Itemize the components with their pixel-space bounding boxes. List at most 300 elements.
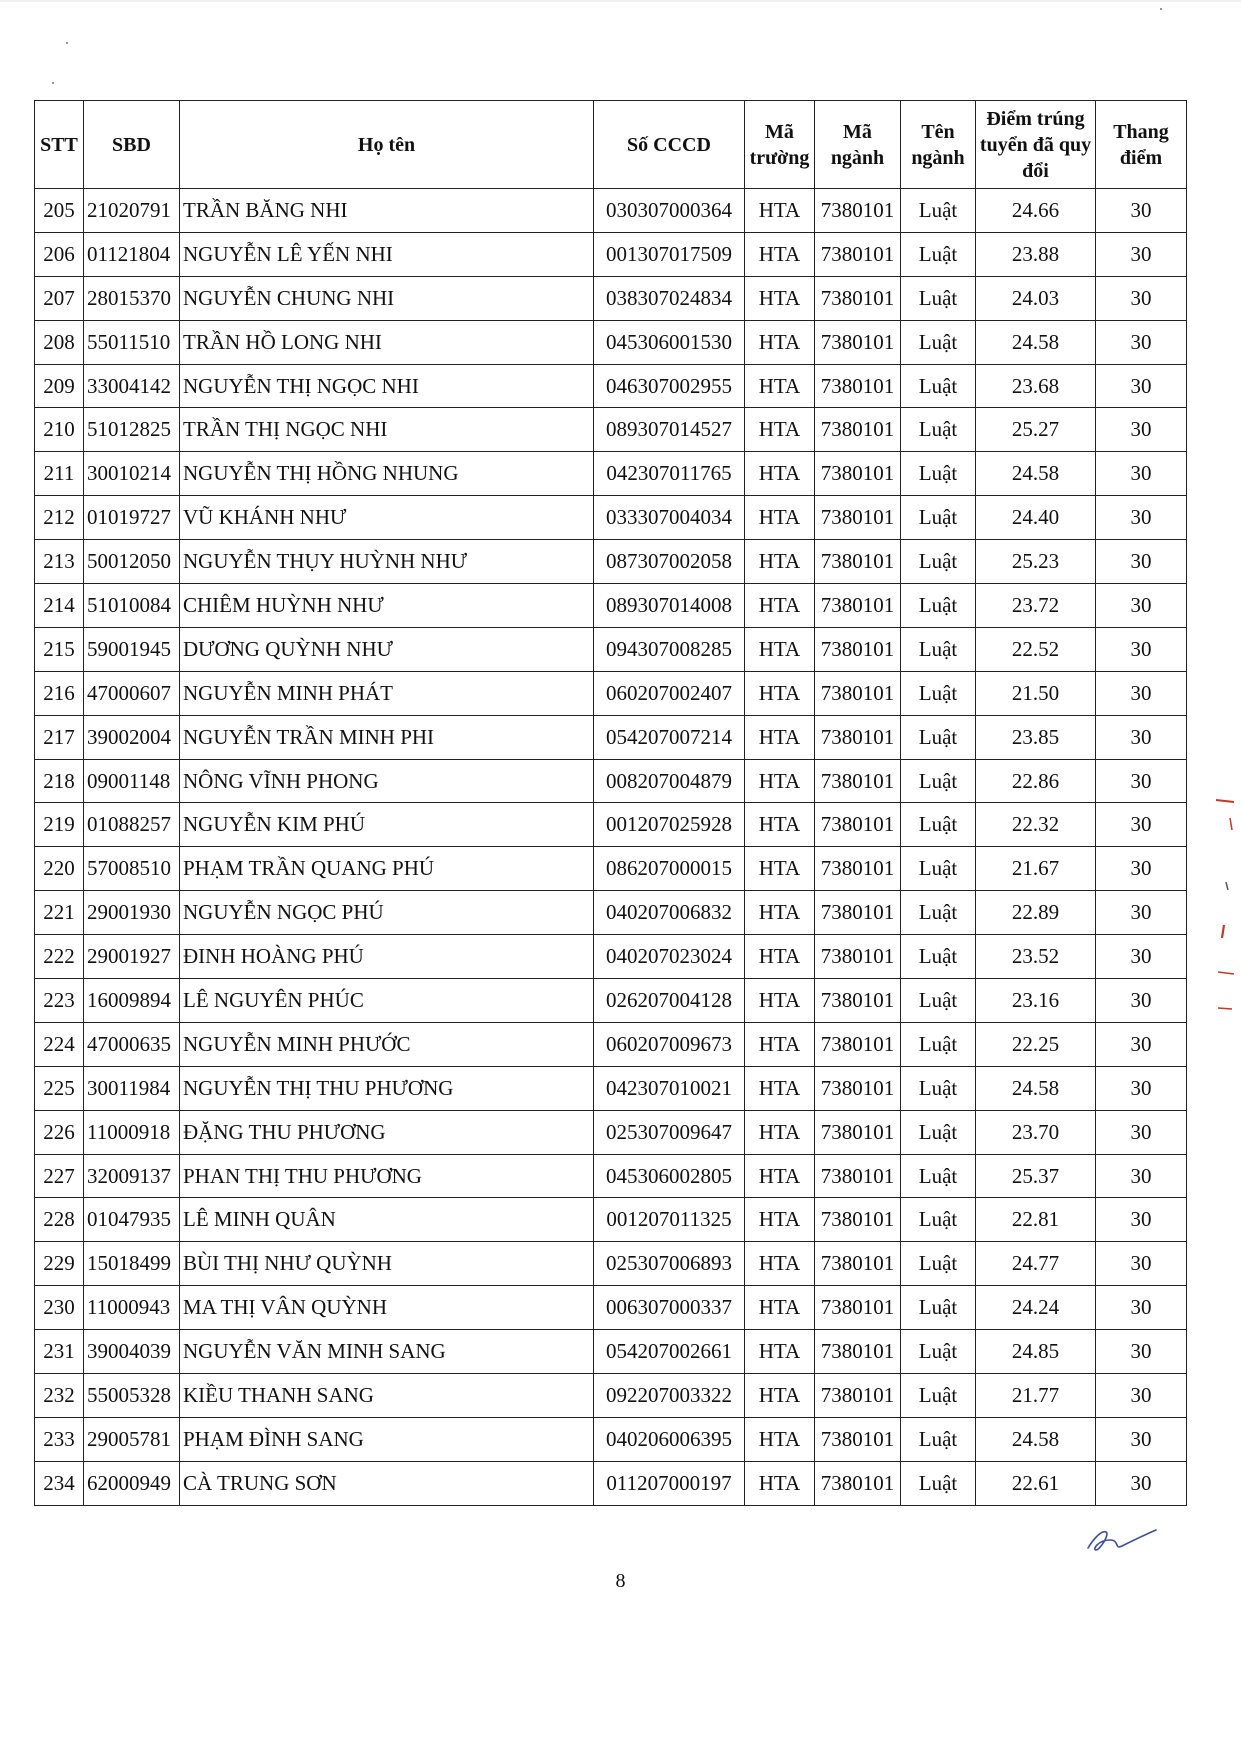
cell-cccd: 001207025928 [594,803,745,847]
cell-school-code: HTA [745,891,815,935]
cell-name: ĐINH HOÀNG PHÚ [180,935,594,979]
table-row [35,584,1187,628]
cell-major-name: Luật [901,496,976,540]
cell-name: NGUYỄN LÊ YẾN NHI [180,232,594,276]
cell-cccd: 045306001530 [594,320,745,364]
cell-major-name: Luật [901,1461,976,1505]
cell-name: NGUYỄN CHUNG NHI [180,276,594,320]
table-row [35,1374,1187,1418]
cell-cccd: 054207007214 [594,715,745,759]
cell-major-name: Luật [901,1374,976,1418]
cell-name: ĐẶNG THU PHƯƠNG [180,1110,594,1154]
cell-name: NGUYỄN THỊ HỒNG NHUNG [180,452,594,496]
cell-major-code: 7380101 [815,276,901,320]
cell-name: LÊ MINH QUÂN [180,1198,594,1242]
cell-major-name: Luật [901,452,976,496]
cell-name: NGUYỄN NGỌC PHÚ [180,891,594,935]
scan-speck [52,82,54,84]
cell-major-code: 7380101 [815,671,901,715]
cell-name: MA THỊ VÂN QUỲNH [180,1286,594,1330]
cell-stt: 222 [35,935,84,979]
cell-school-code: HTA [745,496,815,540]
table-body [35,189,1187,1506]
cell-scale: 30 [1096,1330,1187,1374]
cell-major-name: Luật [901,1066,976,1110]
table-row [35,759,1187,803]
cell-cccd: 040206006395 [594,1417,745,1461]
cell-school-code: HTA [745,1330,815,1374]
table-row [35,452,1187,496]
cell-sbd: 33004142 [84,364,180,408]
cell-major-name: Luật [901,671,976,715]
table-row [35,408,1187,452]
cell-cccd: 040207006832 [594,891,745,935]
cell-score: 22.61 [976,1461,1096,1505]
table-row [35,671,1187,715]
table-row [35,1110,1187,1154]
cell-scale: 30 [1096,232,1187,276]
scan-edge [0,0,1241,2]
cell-major-name: Luật [901,189,976,233]
header-sbd: SBD [84,101,180,189]
cell-scale: 30 [1096,1286,1187,1330]
cell-major-code: 7380101 [815,452,901,496]
cell-major-name: Luật [901,935,976,979]
cell-major-name: Luật [901,715,976,759]
cell-stt: 216 [35,671,84,715]
cell-score: 21.67 [976,847,1096,891]
cell-major-code: 7380101 [815,1461,901,1505]
cell-major-name: Luật [901,1198,976,1242]
cell-major-code: 7380101 [815,232,901,276]
cell-score: 24.40 [976,496,1096,540]
cell-name: PHAN THỊ THU PHƯƠNG [180,1154,594,1198]
cell-scale: 30 [1096,408,1187,452]
table-row [35,1330,1187,1374]
cell-sbd: 62000949 [84,1461,180,1505]
cell-sbd: 28015370 [84,276,180,320]
cell-major-code: 7380101 [815,584,901,628]
cell-sbd: 32009137 [84,1154,180,1198]
cell-school-code: HTA [745,979,815,1023]
cell-stt: 229 [35,1242,84,1286]
table-row [35,891,1187,935]
cell-school-code: HTA [745,1066,815,1110]
cell-scale: 30 [1096,1022,1187,1066]
cell-score: 25.27 [976,408,1096,452]
cell-cccd: 086207000015 [594,847,745,891]
cell-major-code: 7380101 [815,1066,901,1110]
cell-school-code: HTA [745,232,815,276]
cell-stt: 224 [35,1022,84,1066]
header-school-code: Mã trường [745,101,815,189]
cell-sbd: 51012825 [84,408,180,452]
cell-sbd: 09001148 [84,759,180,803]
cell-stt: 230 [35,1286,84,1330]
cell-cccd: 092207003322 [594,1374,745,1418]
cell-stt: 225 [35,1066,84,1110]
cell-school-code: HTA [745,540,815,584]
cell-scale: 30 [1096,584,1187,628]
table-row [35,320,1187,364]
cell-cccd: 030307000364 [594,189,745,233]
table-row [35,364,1187,408]
cell-school-code: HTA [745,276,815,320]
cell-score: 22.25 [976,1022,1096,1066]
cell-name: NGUYỄN MINH PHÁT [180,671,594,715]
cell-cccd: 001207011325 [594,1198,745,1242]
cell-scale: 30 [1096,1374,1187,1418]
cell-name: VŨ KHÁNH NHƯ [180,496,594,540]
cell-major-name: Luật [901,1110,976,1154]
cell-cccd: 054207002661 [594,1330,745,1374]
cell-major-code: 7380101 [815,891,901,935]
cell-name: TRẦN THỊ NGỌC NHI [180,408,594,452]
cell-major-code: 7380101 [815,1110,901,1154]
cell-stt: 226 [35,1110,84,1154]
margin-marks-icon [1212,790,1236,1020]
cell-name: NÔNG VĨNH PHONG [180,759,594,803]
cell-major-name: Luật [901,627,976,671]
cell-major-code: 7380101 [815,1286,901,1330]
cell-stt: 213 [35,540,84,584]
cell-major-code: 7380101 [815,1022,901,1066]
cell-scale: 30 [1096,496,1187,540]
header-score: Điểm trúng tuyển đã quy đổi [976,101,1096,189]
cell-scale: 30 [1096,364,1187,408]
table-row [35,715,1187,759]
cell-scale: 30 [1096,891,1187,935]
cell-score: 21.50 [976,671,1096,715]
cell-cccd: 025307009647 [594,1110,745,1154]
cell-stt: 218 [35,759,84,803]
cell-score: 22.86 [976,759,1096,803]
cell-stt: 234 [35,1461,84,1505]
header-cccd: Số CCCD [594,101,745,189]
header-scale: Thang điểm [1096,101,1187,189]
cell-stt: 206 [35,232,84,276]
cell-name: PHẠM TRẦN QUANG PHÚ [180,847,594,891]
cell-sbd: 15018499 [84,1242,180,1286]
cell-name: NGUYỄN VĂN MINH SANG [180,1330,594,1374]
cell-scale: 30 [1096,715,1187,759]
cell-major-code: 7380101 [815,1330,901,1374]
cell-major-name: Luật [901,276,976,320]
cell-sbd: 59001945 [84,627,180,671]
cell-scale: 30 [1096,189,1187,233]
cell-name: DƯƠNG QUỲNH NHƯ [180,627,594,671]
cell-cccd: 094307008285 [594,627,745,671]
cell-name: NGUYỄN THỤY HUỲNH NHƯ [180,540,594,584]
header-major-code: Mã ngành [815,101,901,189]
cell-major-code: 7380101 [815,496,901,540]
cell-stt: 211 [35,452,84,496]
cell-sbd: 11000943 [84,1286,180,1330]
cell-scale: 30 [1096,1242,1187,1286]
cell-school-code: HTA [745,1022,815,1066]
cell-major-code: 7380101 [815,1242,901,1286]
cell-sbd: 51010084 [84,584,180,628]
cell-stt: 212 [35,496,84,540]
cell-sbd: 29001927 [84,935,180,979]
cell-stt: 231 [35,1330,84,1374]
table-row [35,935,1187,979]
cell-major-code: 7380101 [815,627,901,671]
cell-school-code: HTA [745,1242,815,1286]
cell-school-code: HTA [745,803,815,847]
cell-school-code: HTA [745,1286,815,1330]
cell-score: 23.52 [976,935,1096,979]
cell-name: BÙI THỊ NHƯ QUỲNH [180,1242,594,1286]
cell-stt: 214 [35,584,84,628]
cell-major-name: Luật [901,1242,976,1286]
cell-scale: 30 [1096,1066,1187,1110]
cell-school-code: HTA [745,1461,815,1505]
cell-major-code: 7380101 [815,540,901,584]
cell-sbd: 29005781 [84,1417,180,1461]
cell-cccd: 038307024834 [594,276,745,320]
cell-score: 24.58 [976,452,1096,496]
cell-school-code: HTA [745,1154,815,1198]
cell-score: 23.16 [976,979,1096,1023]
admission-results-table [34,100,1187,1506]
header-major-name: Tên ngành [901,101,976,189]
cell-score: 21.77 [976,1374,1096,1418]
table-row [35,496,1187,540]
cell-sbd: 55005328 [84,1374,180,1418]
cell-sbd: 39004039 [84,1330,180,1374]
cell-name: TRẦN HỒ LONG NHI [180,320,594,364]
cell-name: NGUYỄN TRẦN MINH PHI [180,715,594,759]
cell-sbd: 30011984 [84,1066,180,1110]
cell-school-code: HTA [745,1417,815,1461]
cell-stt: 227 [35,1154,84,1198]
cell-cccd: 045306002805 [594,1154,745,1198]
cell-sbd: 47000635 [84,1022,180,1066]
cell-major-name: Luật [901,1154,976,1198]
table-row [35,1066,1187,1110]
cell-major-code: 7380101 [815,189,901,233]
cell-scale: 30 [1096,671,1187,715]
cell-major-name: Luật [901,232,976,276]
cell-cccd: 046307002955 [594,364,745,408]
cell-sbd: 01047935 [84,1198,180,1242]
cell-major-code: 7380101 [815,1417,901,1461]
cell-major-name: Luật [901,1330,976,1374]
cell-scale: 30 [1096,759,1187,803]
cell-major-name: Luật [901,364,976,408]
cell-sbd: 55011510 [84,320,180,364]
cell-scale: 30 [1096,276,1187,320]
table-row [35,540,1187,584]
cell-major-code: 7380101 [815,408,901,452]
table-row [35,1198,1187,1242]
cell-name: CHIÊM HUỲNH NHƯ [180,584,594,628]
cell-name: TRẦN BĂNG NHI [180,189,594,233]
cell-major-name: Luật [901,891,976,935]
cell-cccd: 008207004879 [594,759,745,803]
cell-cccd: 006307000337 [594,1286,745,1330]
cell-sbd: 57008510 [84,847,180,891]
table-row [35,276,1187,320]
cell-score: 23.70 [976,1110,1096,1154]
cell-sbd: 01019727 [84,496,180,540]
cell-name: NGUYỄN THỊ NGỌC NHI [180,364,594,408]
cell-scale: 30 [1096,627,1187,671]
cell-major-code: 7380101 [815,364,901,408]
cell-school-code: HTA [745,584,815,628]
scan-speck [1160,8,1162,10]
cell-score: 25.23 [976,540,1096,584]
cell-major-name: Luật [901,408,976,452]
table-row [35,1286,1187,1330]
cell-major-name: Luật [901,979,976,1023]
cell-cccd: 040207023024 [594,935,745,979]
table-row [35,1242,1187,1286]
cell-name: KIỀU THANH SANG [180,1374,594,1418]
table-row [35,1022,1187,1066]
cell-sbd: 39002004 [84,715,180,759]
cell-stt: 208 [35,320,84,364]
cell-stt: 233 [35,1417,84,1461]
cell-major-code: 7380101 [815,320,901,364]
cell-major-code: 7380101 [815,1198,901,1242]
header-name: Họ tên [180,101,594,189]
cell-major-name: Luật [901,847,976,891]
cell-major-code: 7380101 [815,1154,901,1198]
cell-sbd: 21020791 [84,189,180,233]
cell-score: 24.58 [976,320,1096,364]
cell-school-code: HTA [745,320,815,364]
cell-name: PHẠM ĐÌNH SANG [180,1417,594,1461]
cell-major-code: 7380101 [815,935,901,979]
cell-stt: 205 [35,189,84,233]
cell-stt: 217 [35,715,84,759]
cell-school-code: HTA [745,1198,815,1242]
cell-stt: 207 [35,276,84,320]
cell-sbd: 01121804 [84,232,180,276]
cell-score: 24.24 [976,1286,1096,1330]
cell-score: 24.58 [976,1417,1096,1461]
cell-stt: 215 [35,627,84,671]
cell-stt: 232 [35,1374,84,1418]
cell-school-code: HTA [745,452,815,496]
cell-stt: 220 [35,847,84,891]
cell-major-name: Luật [901,759,976,803]
cell-school-code: HTA [745,1374,815,1418]
cell-cccd: 089307014527 [594,408,745,452]
cell-scale: 30 [1096,1198,1187,1242]
cell-sbd: 16009894 [84,979,180,1023]
table-row [35,979,1187,1023]
cell-score: 24.85 [976,1330,1096,1374]
cell-major-name: Luật [901,540,976,584]
cell-name: CÀ TRUNG SƠN [180,1461,594,1505]
cell-major-code: 7380101 [815,979,901,1023]
cell-score: 22.89 [976,891,1096,935]
cell-major-name: Luật [901,803,976,847]
cell-school-code: HTA [745,671,815,715]
cell-scale: 30 [1096,979,1187,1023]
cell-major-code: 7380101 [815,759,901,803]
table-row [35,232,1187,276]
cell-scale: 30 [1096,847,1187,891]
cell-cccd: 060207009673 [594,1022,745,1066]
cell-score: 24.77 [976,1242,1096,1286]
scan-speck [66,42,68,44]
cell-name: LÊ NGUYÊN PHÚC [180,979,594,1023]
cell-major-name: Luật [901,1286,976,1330]
cell-cccd: 026207004128 [594,979,745,1023]
table-header [35,101,1187,189]
cell-cccd: 060207002407 [594,671,745,715]
cell-scale: 30 [1096,803,1187,847]
cell-stt: 228 [35,1198,84,1242]
cell-cccd: 001307017509 [594,232,745,276]
cell-name: NGUYỄN MINH PHƯỚC [180,1022,594,1066]
table-row [35,1154,1187,1198]
cell-major-code: 7380101 [815,803,901,847]
table-row [35,847,1187,891]
cell-score: 23.68 [976,364,1096,408]
cell-major-code: 7380101 [815,715,901,759]
cell-stt: 221 [35,891,84,935]
cell-major-name: Luật [901,584,976,628]
cell-name: NGUYỄN KIM PHÚ [180,803,594,847]
cell-stt: 209 [35,364,84,408]
cell-cccd: 011207000197 [594,1461,745,1505]
table-row [35,627,1187,671]
cell-cccd: 087307002058 [594,540,745,584]
cell-school-code: HTA [745,364,815,408]
cell-sbd: 30010214 [84,452,180,496]
table-row [35,1417,1187,1461]
cell-name: NGUYỄN THỊ THU PHƯƠNG [180,1066,594,1110]
cell-sbd: 29001930 [84,891,180,935]
cell-scale: 30 [1096,935,1187,979]
cell-score: 23.72 [976,584,1096,628]
cell-score: 22.81 [976,1198,1096,1242]
cell-cccd: 025307006893 [594,1242,745,1286]
cell-cccd: 042307011765 [594,452,745,496]
cell-score: 24.03 [976,276,1096,320]
cell-major-name: Luật [901,320,976,364]
cell-cccd: 033307004034 [594,496,745,540]
cell-score: 24.58 [976,1066,1096,1110]
cell-scale: 30 [1096,452,1187,496]
header-stt: STT [35,101,84,189]
cell-sbd: 47000607 [84,671,180,715]
cell-sbd: 11000918 [84,1110,180,1154]
cell-score: 24.66 [976,189,1096,233]
cell-school-code: HTA [745,1110,815,1154]
cell-school-code: HTA [745,189,815,233]
cell-major-name: Luật [901,1022,976,1066]
cell-cccd: 042307010021 [594,1066,745,1110]
cell-scale: 30 [1096,540,1187,584]
signature-icon [1080,1520,1160,1560]
cell-cccd: 089307014008 [594,584,745,628]
cell-major-code: 7380101 [815,847,901,891]
cell-major-name: Luật [901,1417,976,1461]
cell-stt: 223 [35,979,84,1023]
cell-major-code: 7380101 [815,1374,901,1418]
cell-school-code: HTA [745,715,815,759]
cell-school-code: HTA [745,847,815,891]
cell-scale: 30 [1096,1417,1187,1461]
cell-sbd: 01088257 [84,803,180,847]
cell-scale: 30 [1096,1461,1187,1505]
